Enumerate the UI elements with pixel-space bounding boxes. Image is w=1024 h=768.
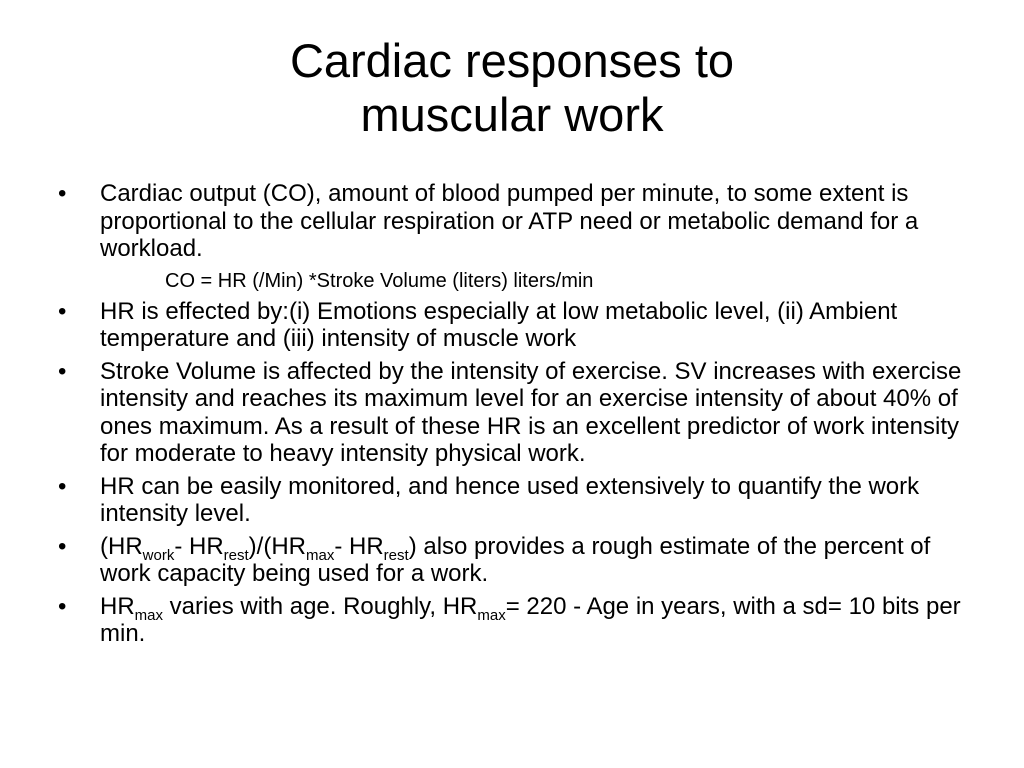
text-part: = 220 - Age in years, with a sd= 10 bits per min.	[100, 592, 961, 647]
title-line-2: muscular work	[360, 88, 664, 141]
subscript: max	[477, 606, 506, 624]
bullet-text: HR can be easily monitored, and hence used extensively to quantify the work intensity level.	[100, 472, 920, 527]
co-formula: CO = HR (/Min) *Stroke Volume (liters) liters/min	[165, 269, 594, 292]
bullet-cardiac-output	[58, 180, 978, 263]
bullet-hr-effects	[58, 298, 978, 353]
bullet-stroke-volume	[58, 358, 978, 468]
title-line-1: Cardiac responses to	[289, 34, 735, 87]
text-part: )/(HR	[248, 532, 306, 560]
bullet-work-capacity	[58, 533, 978, 588]
text-part: ) also provides a rough estimate of the percent of work capacity being used for a work.	[100, 532, 931, 587]
bullet-text	[100, 533, 930, 588]
bullet-marker: •	[58, 357, 67, 385]
bullet-marker: •	[58, 472, 67, 500]
subscript: rest	[223, 546, 249, 564]
bullet-hrmax-age	[58, 593, 978, 648]
subscript: rest	[383, 546, 409, 564]
bullet-marker: •	[58, 592, 67, 620]
bullet-hr-monitoring	[58, 473, 978, 528]
text-part: (HR	[100, 532, 143, 560]
text-part: - HR	[334, 532, 384, 560]
text-part: varies with age. Roughly, HR	[163, 592, 478, 620]
bullet-text: Cardiac output (CO), amount of blood pumped per minute, to some extent is proportional to the cellular respiration or ATP need or metabolic demand for a workload.	[100, 180, 919, 262]
slide-body	[58, 180, 978, 653]
subscript: work	[142, 546, 175, 564]
bullet-marker: •	[58, 180, 67, 207]
subscript: max	[306, 546, 335, 564]
bullet-marker: •	[58, 532, 67, 560]
slide-title	[0, 34, 1024, 142]
bullet-text: HR is effected by:(i) Emotions especially at low metabolic level, (ii) Ambient temperature and (iii) intensity of muscle work	[100, 297, 898, 352]
bullet-text: Stroke Volume is affected by the intensity of exercise. SV increases with exercise intensity and reaches its maximum level for an exercise intensity of about 40% of ones maximum. As a result of these HR is an excellent predictor of work intensity for moderate to heavy intensity physical work.	[100, 357, 962, 467]
text-part: - HR	[174, 532, 224, 560]
bullet-marker: •	[58, 297, 67, 325]
text-part: HR	[100, 592, 135, 620]
subscript: max	[134, 606, 164, 624]
bullet-text	[100, 593, 961, 648]
